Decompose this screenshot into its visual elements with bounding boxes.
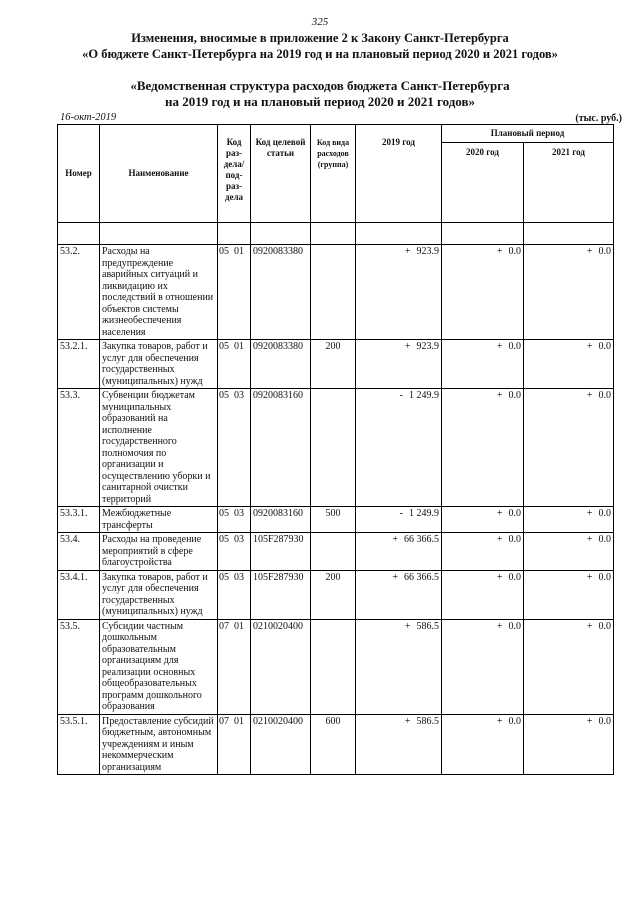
document-date: 16-окт-2019: [60, 112, 117, 123]
row-target-code: 0920083380: [251, 245, 311, 340]
row-amount-2019: + 923.9: [356, 245, 442, 340]
row-number: 53.5.: [58, 619, 100, 714]
header-2021: 2021 год: [524, 143, 614, 223]
row-number: 53.4.: [58, 533, 100, 571]
page-number: 325: [311, 16, 329, 28]
row-expense-type: 200: [311, 340, 356, 389]
units-label: (тыс. руб.): [575, 113, 622, 124]
row-amount-2021: + 0.0: [524, 570, 614, 619]
row-section-code: 07 01: [218, 619, 251, 714]
row-amount-2020: + 0.0: [442, 533, 524, 571]
row-name: Закупка товаров, работ и услуг для обеспечения государственных (муниципальных) нужд: [100, 570, 218, 619]
row-amount-2021: + 0.0: [524, 619, 614, 714]
row-name: Предоставление субсидий бюджетным, автономным учреждениям и иным некоммерческим организациям: [100, 714, 218, 775]
row-amount-2020: + 0.0: [442, 570, 524, 619]
row-section-code: 07 01: [218, 714, 251, 775]
row-section-code: 05 03: [218, 570, 251, 619]
row-target-code: 105F287930: [251, 533, 311, 571]
row-name: Субвенции бюджетам муниципальных образований на исполнение государственного полномочия по организации и осуществлению уборки и санитарной очистки территорий: [100, 389, 218, 507]
row-target-code: 0920083160: [251, 507, 311, 533]
table-row: [58, 619, 614, 714]
row-amount-2021: + 0.0: [524, 245, 614, 340]
header-name: Наименование: [100, 125, 218, 223]
document-heading: [0, 30, 640, 62]
row-expense-type: 500: [311, 507, 356, 533]
row-amount-2020: + 0.0: [442, 507, 524, 533]
header-target: Код целевой статьи: [251, 125, 311, 223]
header-number: Номер: [58, 125, 100, 223]
table-row: [58, 245, 614, 340]
row-number: 53.3.1.: [58, 507, 100, 533]
header-rtype: Код вида расходов (группа): [311, 125, 356, 223]
row-section-code: 05 03: [218, 389, 251, 507]
expenditure-table: [57, 124, 614, 775]
row-expense-type: 200: [311, 570, 356, 619]
header-2019: 2019 год: [356, 125, 442, 223]
row-amount-2020: + 0.0: [442, 245, 524, 340]
header-planned-period: Плановый период: [442, 125, 614, 143]
row-amount-2021: + 0.0: [524, 714, 614, 775]
row-amount-2021: + 0.0: [524, 533, 614, 571]
table-row: [58, 389, 614, 507]
row-expense-type: [311, 533, 356, 571]
row-amount-2021: + 0.0: [524, 389, 614, 507]
row-section-code: 05 03: [218, 507, 251, 533]
row-amount-2019: + 66 366.5: [356, 533, 442, 571]
row-section-code: 05 01: [218, 340, 251, 389]
row-amount-2021: + 0.0: [524, 507, 614, 533]
row-section-code: 05 03: [218, 533, 251, 571]
row-number: 53.4.1.: [58, 570, 100, 619]
row-amount-2019: + 586.5: [356, 714, 442, 775]
row-expense-type: [311, 619, 356, 714]
row-name: Межбюджетные трансферты: [100, 507, 218, 533]
heading-line-1: Изменения, вносимые в приложение 2 к Закону Санкт-Петербурга: [131, 31, 509, 45]
table-row: [58, 340, 614, 389]
row-target-code: 0210020400: [251, 619, 311, 714]
row-amount-2019: + 66 366.5: [356, 570, 442, 619]
table-row: [58, 714, 614, 775]
row-number: 53.2.: [58, 245, 100, 340]
table-row: [58, 570, 614, 619]
document-subheading: [0, 78, 640, 110]
row-expense-type: [311, 245, 356, 340]
row-amount-2020: + 0.0: [442, 714, 524, 775]
row-amount-2019: + 586.5: [356, 619, 442, 714]
row-name: Расходы на предупреждение аварийных ситуаций и ликвидацию их последствий в отношении объектов системы жизнеобеспечения населения: [100, 245, 218, 340]
row-name: Субсидии частным дошкольным образовательным организациям для реализации основных общеобразовательных программ дошкольного образования: [100, 619, 218, 714]
row-name: Закупка товаров, работ и услуг для обеспечения государственных (муниципальных) нужд: [100, 340, 218, 389]
row-target-code: 105F287930: [251, 570, 311, 619]
row-expense-type: 600: [311, 714, 356, 775]
row-number: 53.5.1.: [58, 714, 100, 775]
header-section: Код раз- дела/ под- раз- дела: [218, 125, 251, 223]
row-target-code: 0920083160: [251, 389, 311, 507]
table-row: [58, 507, 614, 533]
row-amount-2020: + 0.0: [442, 389, 524, 507]
row-name: Расходы на проведение мероприятий в сфере благоустройства: [100, 533, 218, 571]
row-target-code: 0210020400: [251, 714, 311, 775]
row-amount-2020: + 0.0: [442, 340, 524, 389]
table-row: [58, 533, 614, 571]
row-amount-2019: - 1 249.9: [356, 389, 442, 507]
row-section-code: 05 01: [218, 245, 251, 340]
header-2020: 2020 год: [442, 143, 524, 223]
row-number: 53.2.1.: [58, 340, 100, 389]
heading-line-2: «О бюджете Санкт-Петербурга на 2019 год и на плановый период 2020 и 2021 годов»: [82, 47, 558, 61]
row-amount-2021: + 0.0: [524, 340, 614, 389]
row-amount-2019: - 1 249.9: [356, 507, 442, 533]
row-expense-type: [311, 389, 356, 507]
row-number: 53.3.: [58, 389, 100, 507]
subheading-line-2: на 2019 год и на плановый период 2020 и 2021 годов»: [164, 94, 475, 109]
row-amount-2019: + 923.9: [356, 340, 442, 389]
subheading-line-1: «Ведомственная структура расходов бюджета Санкт-Петербурга: [130, 78, 510, 93]
row-amount-2020: + 0.0: [442, 619, 524, 714]
row-target-code: 0920083380: [251, 340, 311, 389]
